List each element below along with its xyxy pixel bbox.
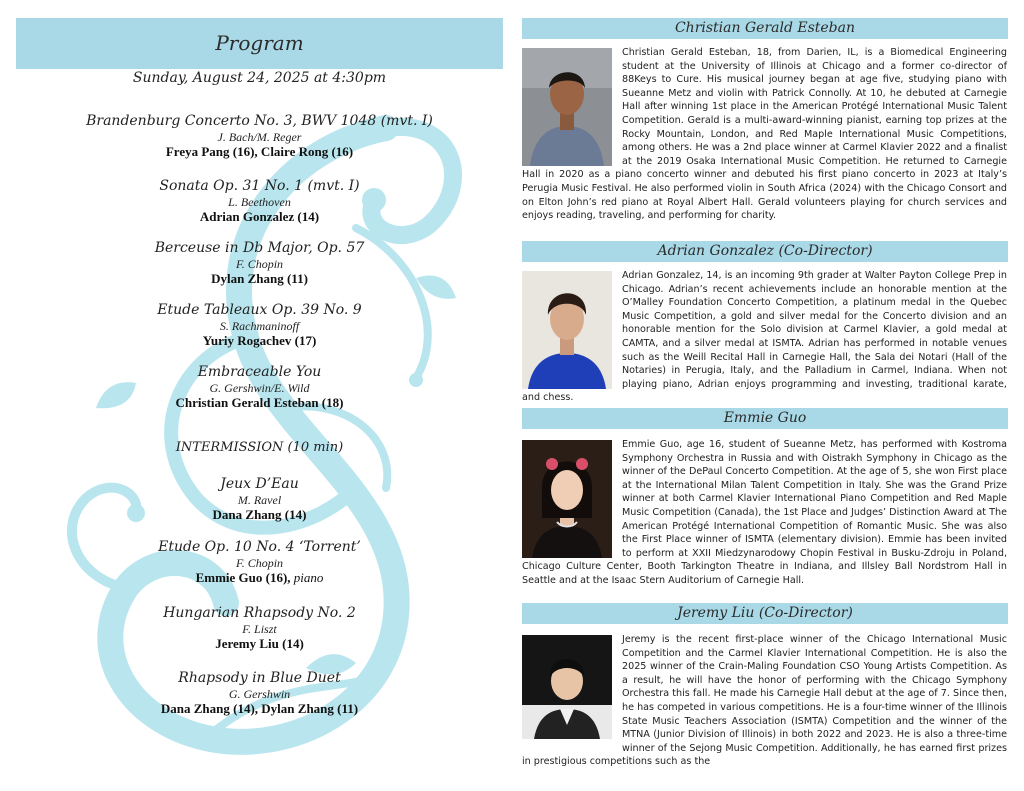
piece-performer: Freya Pang (16), Claire Rong (16) [165, 144, 354, 159]
program-date: Sunday, August 24, 2025 at 4:30pm [132, 70, 387, 86]
bio-header-christian [522, 18, 1008, 39]
program-item [16, 670, 503, 717]
program-item [16, 539, 503, 586]
piece-instrument-note: piano [293, 570, 324, 585]
piece-title: Jeux D’Eau [220, 476, 299, 492]
piece-composer: F. Chopin [235, 257, 284, 271]
program-item [16, 302, 503, 349]
bio-name: Adrian Gonzalez (Co-Director) [657, 243, 873, 259]
program-title: Program [215, 31, 304, 55]
program-item [16, 476, 503, 523]
bio-adrian [522, 269, 1007, 405]
bio-christian [522, 46, 1007, 223]
piece-performer: Dylan Zhang (11) [211, 271, 308, 286]
bio-text: Jeremy is the recent first-place winner of the Chicago International Music Competition and the Carmel Klavier International Competition. He is also the 2025 winner of the Crain-Maling Foundation CSO Young Artists Competition. As a result, he will have the honor of performing with the Chicago Symphony Orchestra this fall. He made his Carnegie Hall debut at the age of 7. Since then, he has competed in various competitions. He is a four-time winner of the Illinois State Music Teachers Association (ISMTA) Competition and the winner of the MTNA (Junior Division of Illinois) in both 2022 and 2023. He is also a three-time winner of the Sejong Music Competition. Additionally, he has earned first prizes in prestigious competitions such as the [522, 634, 1007, 768]
bio-name: Emmie Guo [723, 410, 807, 426]
program-item [16, 240, 503, 287]
portrait-photo-emmie [522, 440, 612, 558]
portrait-photo-christian [522, 48, 612, 166]
intermission-label: INTERMISSION (10 min) [175, 440, 344, 455]
piece-composer: M. Ravel [237, 493, 282, 507]
bio-emmie [522, 438, 1007, 588]
piece-performer: Yuriy Rogachev (17) [202, 333, 317, 348]
piece-title: Rhapsody in Blue Duet [178, 670, 341, 686]
piece-title: Etude Tableaux Op. 39 No. 9 [157, 302, 362, 318]
piece-composer: F. Liszt [242, 622, 277, 636]
program-item [16, 364, 503, 411]
piece-performer-line [16, 570, 503, 586]
portrait-photo-adrian [522, 271, 612, 389]
piece-composer: L. Beethoven [228, 195, 291, 209]
piece-title: Etude Op. 10 No. 4 ‘Torrent’ [158, 539, 361, 555]
bio-name: Jeremy Liu (Co-Director) [677, 605, 853, 621]
bio-header-adrian [522, 241, 1008, 262]
piece-title: Hungarian Rhapsody No. 2 [163, 605, 356, 621]
piece-composer: F. Chopin [235, 556, 284, 570]
portrait-photo-jeremy [522, 635, 612, 753]
piece-performer: Jeremy Liu (14) [215, 636, 304, 651]
piece-composer: S. Rachmaninoff [219, 319, 300, 333]
program-item [16, 178, 503, 225]
piece-title: Berceuse in Db Major, Op. 57 [154, 240, 365, 256]
bio-jeremy [522, 633, 1007, 769]
piece-performer: Adrian Gonzalez (14) [199, 209, 320, 224]
program-header-band [16, 18, 503, 69]
piece-title: Brandenburg Concerto No. 3, BWV 1048 (mvt. I) [86, 113, 433, 129]
piece-performer: Emmie Guo (16), [195, 570, 291, 585]
bio-text: Emmie Guo, age 16, student of Sueanne Metz, has performed with Kostroma Symphony Orchestra in Russia and with Oistrakh Symphony in Chicago as the winner of the DePaul Concerto Competition. At the age of 5, she won First place at the International Milan Talent Competition in Italy. She was the Grand Prize winner at both Carmel Klavier International Piano Competition and Red Maple Music Competition (Canada), the 1st Place and Judges’ Distinction Award at The American Protégé International Competition of Romantic Music. She was also the First Place winner of ISMTA (elementary division). Emmie has been invited to perform at XXII Miedzynarodowy Chopin Festival in Busku-Zdroju in Poland, Chicago Culture Center, Booth Tarkington Theatre in Indiana, and Illsley Ball Nordstrom Hall in Seattle and at the Isaac Stern Auditorium of Carnegie Hall. [522, 439, 1007, 586]
piece-performer: Christian Gerald Esteban (18) [175, 395, 344, 410]
piece-composer: G. Gershwin [228, 687, 291, 701]
piece-composer: G. Gershwin/E. Wild [209, 381, 310, 395]
piece-composer: J. Bach/M. Reger [217, 130, 302, 144]
program-column [16, 18, 503, 778]
piece-performer: Dana Zhang (14), Dylan Zhang (11) [160, 701, 359, 716]
bio-header-jeremy [522, 603, 1008, 624]
bio-name: Christian Gerald Esteban [674, 20, 856, 36]
piece-performer: Dana Zhang (14) [212, 507, 307, 522]
bio-text: Adrian Gonzalez, 14, is an incoming 9th grader at Walter Payton College Prep in Chicago. Adrian’s recent achievements include an honorable mention at the O’Malley Foundation Concerto Competition, a platinum medal in the Quebec Music Competition, a gold and silver medal for the Concerto division and an honorable mention for the Solo division at Carmel Klavier, a gold medal at CAMTA, and a silver medal at ISMTA. Adrian has performed in notable venues such as the Weill Recital Hall in Carnegie Hall, the Sala dei Notari (Hall of the Notaries) in Perugia, Italy, and the Palladium in Carmel, Indiana. When not playing piano, Adrian enjoys programming and investing, traditional karate, and chess. [522, 270, 1007, 404]
bio-text: Christian Gerald Esteban, 18, from Darien, IL, is a Biomedical Engineering student at the University of Illinois at Chicago and a former co-director of 88Keys to Cure. His musical journey began at age five, studying piano with Sueanne Metz and violin with Patrick Connolly. At 10, he debuted at Carnegie Hall after winning 1st place in the American Protégé International Music Talent Competition. Gerald is a multi-award-winning pianist, earning top prizes at the Rocky Mountain, London, and Red Maple International Music Competitions, among others. He was a 2nd place winner at Carmel Klavier 2022 and a finalist at the 2019 Osaka International Music Competition. He returned to Carnegie Hall in 2020 as a piano concerto winner and debuted his first piano concerto in 2023 at Italy’s Perugia Music Festival. He also performed violin in South Africa (2024) with the Chicago Consort and on Elton John’s red piano at Royal Albert Hall. Gerald volunteers playing for church services and enjoys reading, traveling, and performing for charity. [522, 47, 1007, 222]
bio-header-emmie [522, 408, 1008, 429]
piece-title: Embraceable You [197, 364, 322, 380]
program-item [16, 605, 503, 652]
piece-title: Sonata Op. 31 No. 1 (mvt. I) [159, 178, 360, 194]
program-item [16, 113, 503, 160]
